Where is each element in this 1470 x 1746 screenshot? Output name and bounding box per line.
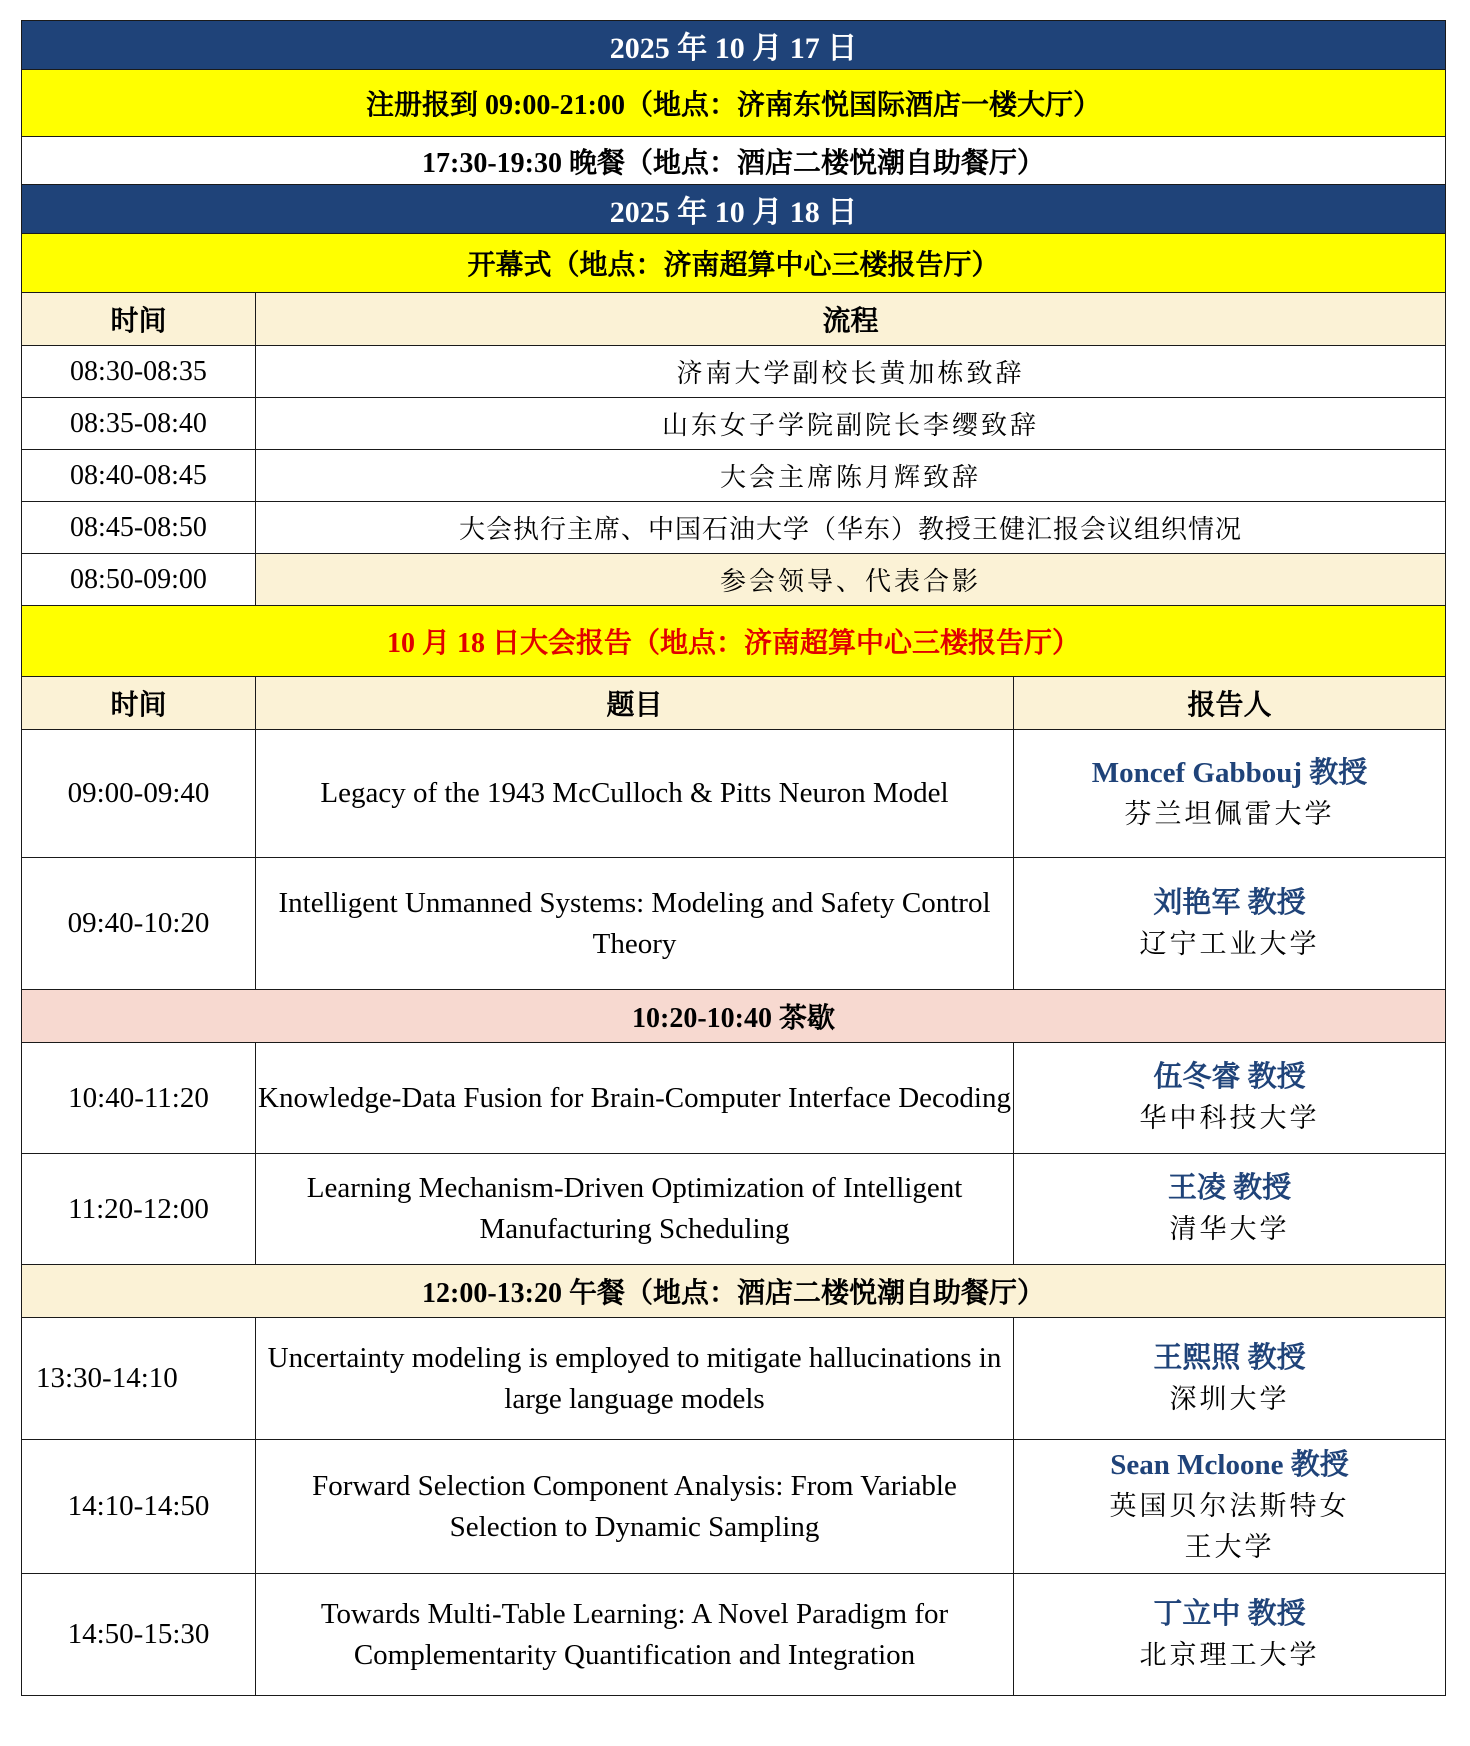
opening-title: 开幕式（地点：济南超算中心三楼报告厅） (22, 234, 1446, 293)
talk-speaker-cell (1014, 1440, 1446, 1574)
dinner-row (22, 137, 1446, 185)
talk-speaker-cell (1014, 730, 1446, 858)
talk-time: 09:00-09:40 (22, 730, 256, 858)
talk-row (22, 858, 1446, 990)
opening-item-row (22, 346, 1446, 398)
talk-speaker-cell (1014, 1318, 1446, 1440)
speaker-name: 王熙照 教授 (1153, 1341, 1306, 1374)
report-title-row (22, 606, 1446, 677)
talk-title: Towards Multi-Table Learning: A Novel Paradigm for Complementarity Quantification and Integration (256, 1574, 1014, 1696)
report-title: 10 月 18 日大会报告（地点：济南超算中心三楼报告厅） (22, 606, 1446, 677)
opening-item-time: 08:35-08:40 (22, 398, 256, 450)
dinner-text: 17:30-19:30 晚餐（地点：酒店二楼悦潮自助餐厅） (22, 137, 1446, 185)
conference-schedule-table (21, 20, 1446, 1696)
day2-date: 2025 年 10 月 18 日 (22, 185, 1446, 234)
talk-time: 13:30-14:10 (22, 1318, 256, 1440)
talk-title: Uncertainty modeling is employed to mitigate hallucinations in large language models (256, 1318, 1014, 1440)
lunch-text: 12:00-13:20 午餐（地点：酒店二楼悦潮自助餐厅） (22, 1265, 1446, 1318)
day1-date: 2025 年 10 月 17 日 (22, 21, 1446, 70)
speaker-name: Sean Mcloone 教授 (1110, 1449, 1349, 1481)
opening-item-text: 大会主席陈月辉致辞 (256, 450, 1446, 502)
talk-row (22, 730, 1446, 858)
opening-item-time: 08:30-08:35 (22, 346, 256, 398)
talk-time: 10:40-11:20 (22, 1043, 256, 1154)
talk-time: 11:20-12:00 (22, 1154, 256, 1265)
talk-speaker-cell (1014, 1154, 1446, 1265)
talk-row (22, 1440, 1446, 1574)
opening-title-row (22, 234, 1446, 293)
speaker-name: 王凌 教授 (1167, 1172, 1292, 1204)
lunch-row (22, 1265, 1446, 1318)
opening-item-text: 参会领导、代表合影 (256, 554, 1446, 606)
talk-row (22, 1318, 1446, 1440)
talk-row (22, 1154, 1446, 1265)
opening-item-time: 08:40-08:45 (22, 450, 256, 502)
talk-title: Learning Mechanism-Driven Optimization of Intelligent Manufacturing Scheduling (256, 1154, 1014, 1265)
talk-time: 14:50-15:30 (22, 1574, 256, 1696)
speaker-name: Moncef Gabbouj 教授 (1091, 756, 1368, 789)
speaker-name: 丁立中 教授 (1153, 1597, 1306, 1630)
opening-header-row (22, 293, 1446, 346)
speaker-affiliation: 深圳大学 (1169, 1383, 1290, 1415)
opening-item-row (22, 554, 1446, 606)
talk-row (22, 1043, 1446, 1154)
opening-item-text: 山东女子学院副院长李缨致辞 (256, 398, 1446, 450)
talk-title: Intelligent Unmanned Systems: Modeling and Safety Control Theory (256, 858, 1014, 990)
report-header-row (22, 677, 1446, 730)
opening-item-row (22, 450, 1446, 502)
talk-row (22, 1574, 1446, 1696)
tea-break-row (22, 990, 1446, 1043)
registration-text: 注册报到 09:00-21:00（地点：济南东悦国际酒店一楼大厅） (22, 70, 1446, 137)
speaker-affiliation: 清华大学 (1169, 1214, 1290, 1245)
speaker-affiliation: 辽宁工业大学 (1139, 928, 1320, 960)
talk-speaker-cell (1014, 1574, 1446, 1696)
opening-item-time: 08:50-09:00 (22, 554, 256, 606)
opening-item-time: 08:45-08:50 (22, 502, 256, 554)
talk-title: Forward Selection Component Analysis: From Variable Selection to Dynamic Sampling (256, 1440, 1014, 1574)
talk-speaker-cell (1014, 858, 1446, 990)
talk-title: Knowledge-Data Fusion for Brain-Computer Interface Decoding (256, 1043, 1014, 1154)
speaker-affiliation: 华中科技大学 (1139, 1103, 1320, 1134)
tea-break-text: 10:20-10:40 茶歇 (22, 990, 1446, 1043)
speaker-affiliation: 英国贝尔法斯特女王大学 (1109, 1491, 1350, 1563)
opening-header-process: 流程 (256, 293, 1446, 346)
talk-title: Legacy of the 1943 McCulloch & Pitts Neuron Model (256, 730, 1014, 858)
speaker-name: 伍冬睿 教授 (1153, 1061, 1306, 1093)
talk-speaker-cell (1014, 1043, 1446, 1154)
speaker-name: 刘艳军 教授 (1153, 886, 1306, 919)
opening-item-text: 大会执行主席、中国石油大学（华东）教授王健汇报会议组织情况 (256, 502, 1446, 554)
report-header-time: 时间 (22, 677, 256, 730)
report-header-topic: 题目 (256, 677, 1014, 730)
opening-item-text: 济南大学副校长黄加栋致辞 (256, 346, 1446, 398)
talk-time: 09:40-10:20 (22, 858, 256, 990)
day2-date-row (22, 185, 1446, 234)
report-header-speaker: 报告人 (1014, 677, 1446, 730)
opening-header-time: 时间 (22, 293, 256, 346)
speaker-affiliation: 北京理工大学 (1139, 1639, 1320, 1671)
talk-time: 14:10-14:50 (22, 1440, 256, 1574)
opening-item-row (22, 502, 1446, 554)
speaker-affiliation: 芬兰坦佩雷大学 (1124, 798, 1335, 830)
day1-date-row (22, 21, 1446, 70)
registration-row (22, 70, 1446, 137)
opening-item-row (22, 398, 1446, 450)
